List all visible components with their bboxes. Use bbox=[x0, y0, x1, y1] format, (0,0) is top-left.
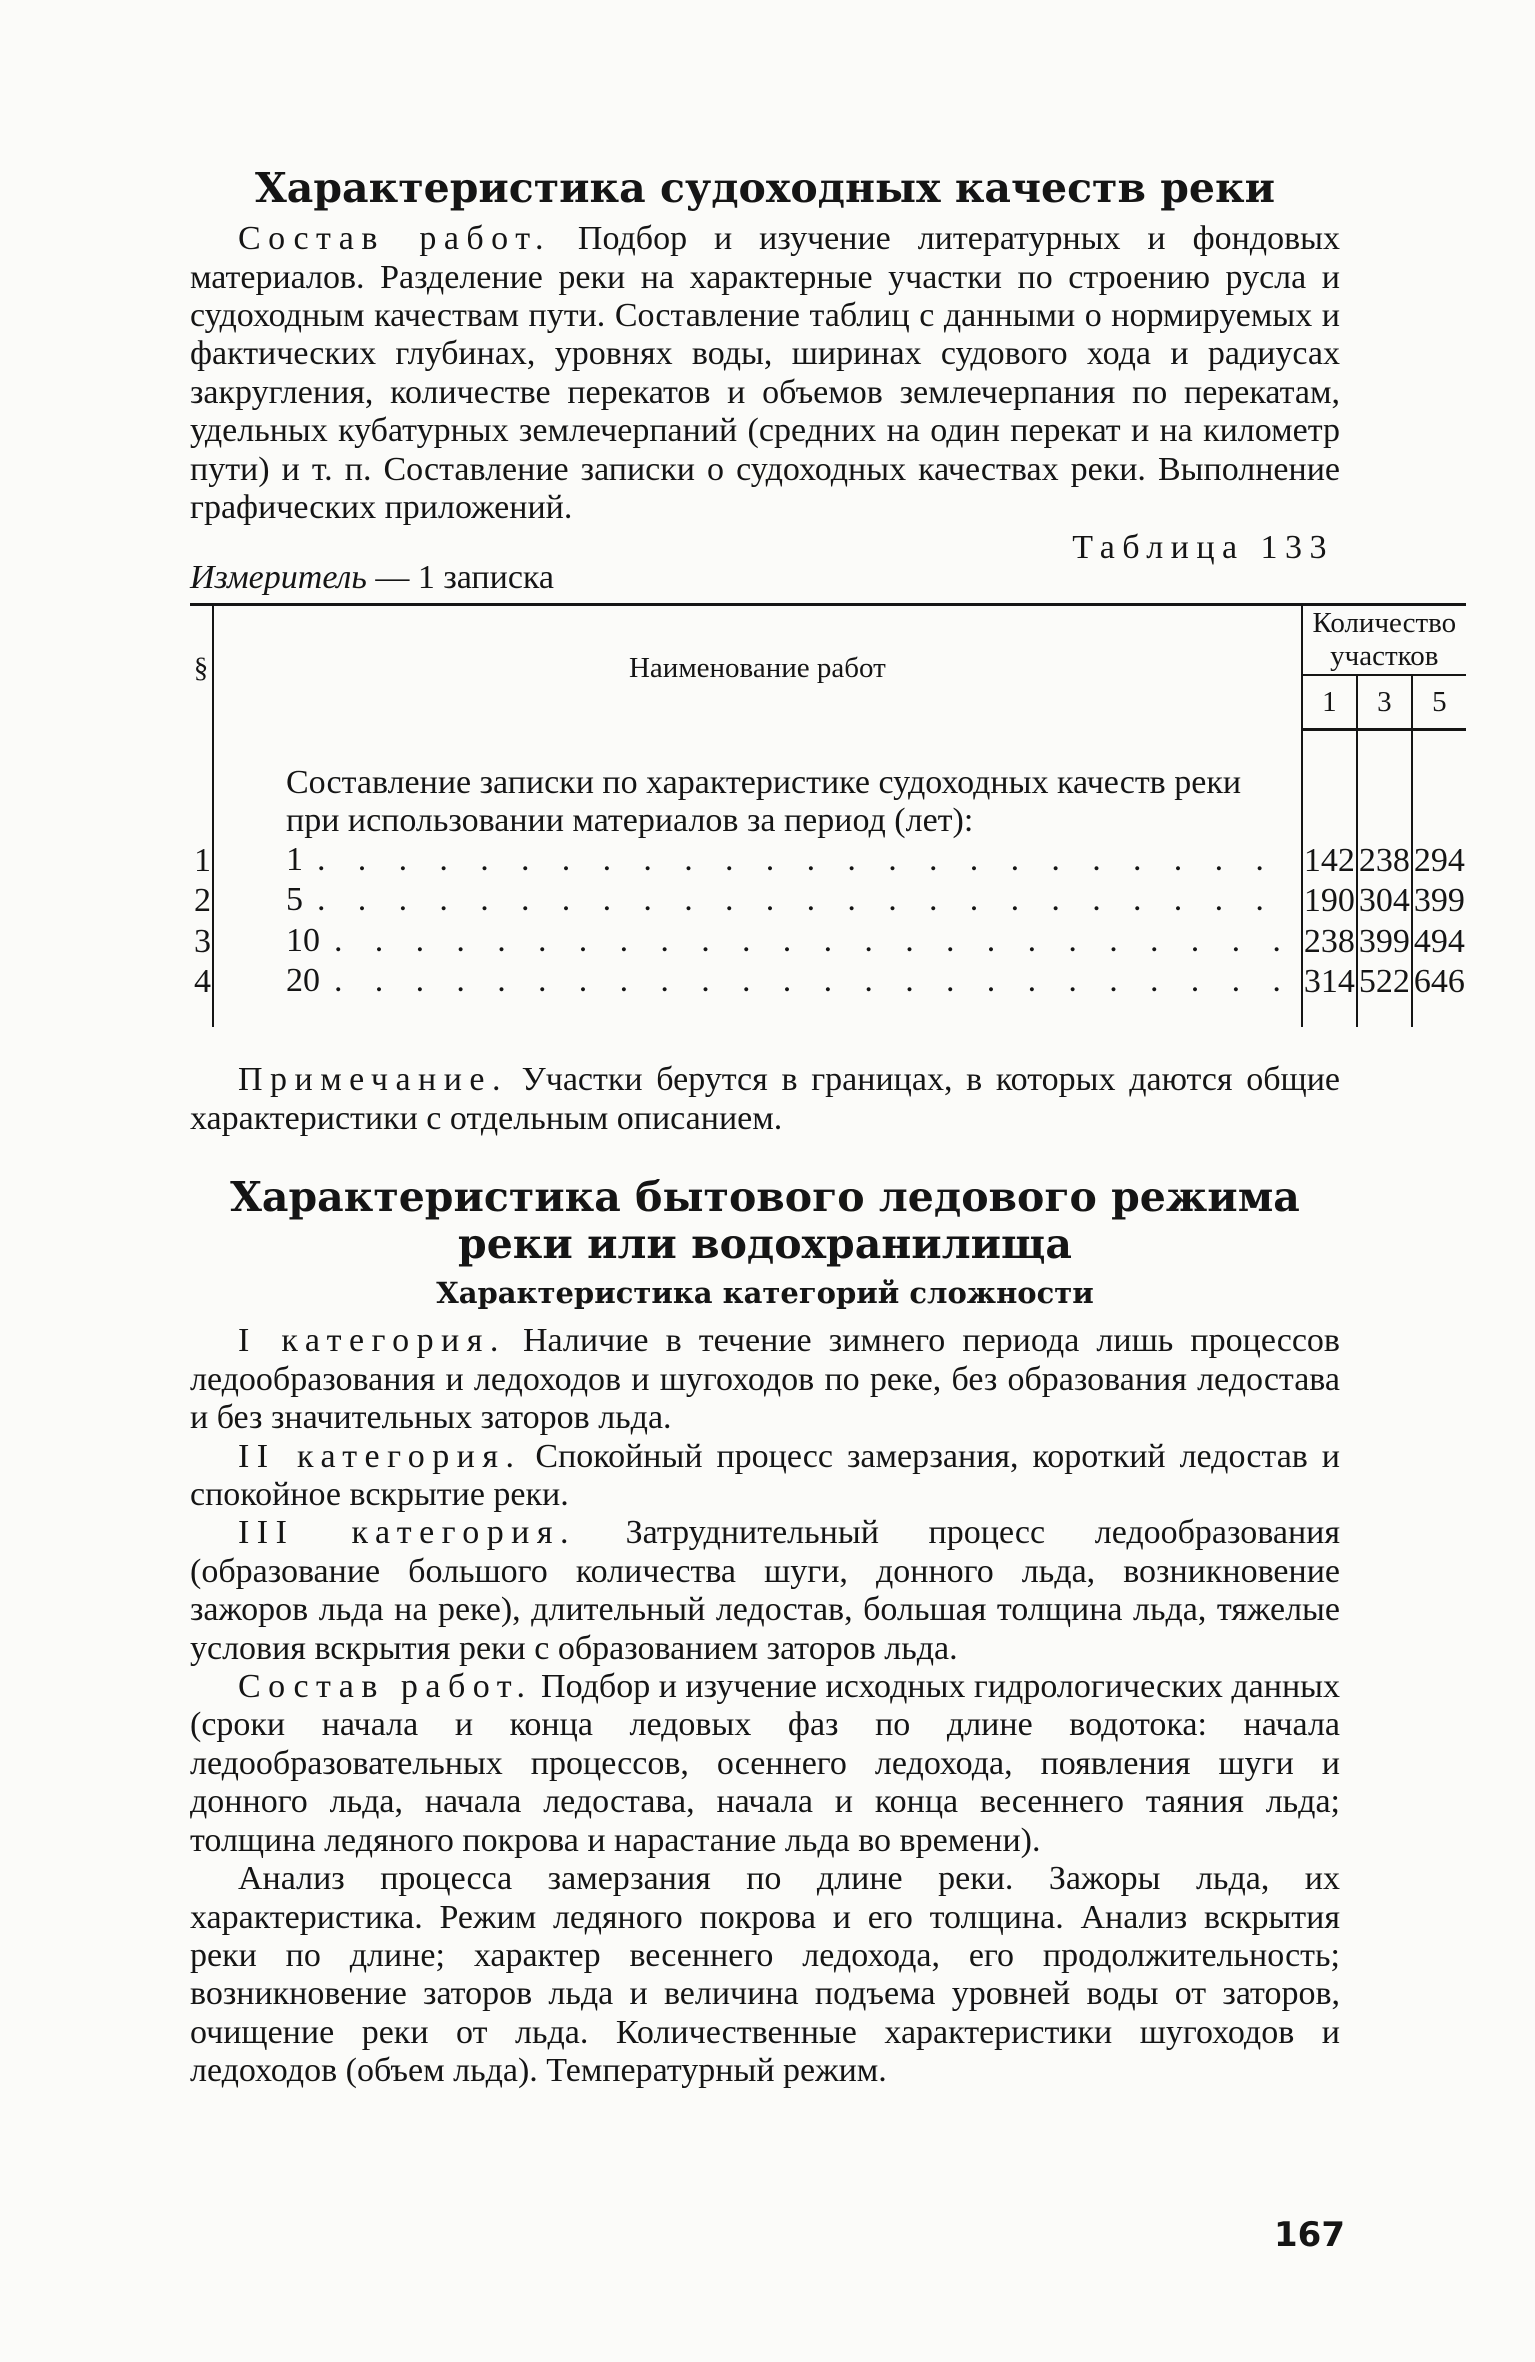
category-2-text: Спокойный процесс замерзания, короткий ледостав и спокойное вскрытие реки. bbox=[190, 1437, 1340, 1514]
table-row: 1 1 . . . . . . . . . . . . . . . . . . . . . . . . 142 238 294 bbox=[190, 841, 1466, 881]
row-value: 399 bbox=[1357, 922, 1412, 962]
category-1-lead: I категория. bbox=[238, 1322, 506, 1360]
row-value: 238 bbox=[1302, 922, 1357, 962]
table-row: 3 10 . . . . . . . . . . . . . . . . . . . . . . . . 238 399 494 bbox=[190, 922, 1466, 962]
row-label: 20 bbox=[286, 961, 320, 999]
row-label: 10 bbox=[286, 921, 320, 959]
note-text: Участки берутся в границах, в которых даются общие характеристики с отдельным описанием. bbox=[190, 1061, 1340, 1137]
category-2-lead: II категория. bbox=[238, 1437, 522, 1475]
row-section: 4 bbox=[190, 962, 213, 1027]
row-value: 142 bbox=[1302, 841, 1357, 881]
table-row bbox=[190, 730, 1466, 841]
col-group-header: Количество участков bbox=[1302, 605, 1466, 676]
analysis-paragraph: Анализ процесса замерзания по длине реки. Зажоры льда, их характеристика. Режим ледяного покрова и его толщина. Анализ вскрытия реки по длине; характер весеннего ледохода, его продолжительность; возникновение заторов льда и величина подъема уровней воды от заторов, очищение реки от льда. Количественные характеристики шугоходов и ледоходов (объем льда). Температурный режим. bbox=[190, 1860, 1340, 2090]
row-value: 304 bbox=[1357, 881, 1412, 921]
row-section: 3 bbox=[190, 922, 213, 962]
section-title-line-1: Характеристика бытового ледового режима bbox=[230, 1173, 1300, 1222]
category-3-text: Затруднительный процесс ледообразования (образование большого количества шуги, донного льда, возникновение зажоров льда на реке), длительный ледостав, большая толщина льда, тяжелые условия вскрытия реки с образованием заторов льда. bbox=[190, 1514, 1340, 1667]
page-number: 167 bbox=[1274, 2215, 1345, 2255]
col-count-1: 1 bbox=[1302, 675, 1357, 730]
row-value: 190 bbox=[1302, 881, 1357, 921]
section-title-line-2: реки или водохранилища bbox=[458, 1220, 1072, 1269]
row-value: 494 bbox=[1413, 922, 1465, 960]
row-label: 5 bbox=[286, 881, 303, 919]
col-name-header: Наименование работ bbox=[213, 605, 1302, 730]
category-1-paragraph bbox=[190, 1322, 1340, 1437]
row-section: 2 bbox=[190, 881, 213, 921]
note-lead: Примечание. bbox=[238, 1061, 508, 1099]
work-composition-paragraph bbox=[190, 220, 1340, 527]
work-composition-lead: Состав работ. bbox=[238, 220, 551, 258]
ice-work-text: Подбор и изучение исходных гидрологических данных (сроки начала и конца ледовых фаз по длине водотока: начала ледообразовательных процессов, осеннего ледохода, появления шуги и донного льда, начала ледостава, начала и конца весеннего таяния льда; толщина ледяного покрова и нарастание льда во времени). bbox=[190, 1668, 1340, 1859]
row-lead-text: Составление записки по характеристике судоходных качеств реки при использовании материалов за период (лет): bbox=[213, 730, 1302, 841]
table-number: Таблица 133 bbox=[1072, 529, 1334, 567]
table-row: 4 20 . . . . . . . . . . . . . . . . . . . . . . . . 314 522 646 bbox=[190, 962, 1466, 1027]
section-title-navigation: Характеристика судоходных качеств реки bbox=[254, 164, 1275, 212]
col-section-header: § bbox=[190, 605, 213, 730]
ice-work-lead: Состав работ. bbox=[238, 1668, 533, 1706]
row-value: 646 bbox=[1413, 962, 1465, 1000]
work-table bbox=[190, 603, 1466, 1027]
row-value: 399 bbox=[1413, 882, 1465, 920]
table-note bbox=[190, 1061, 1340, 1138]
table-caption-row bbox=[190, 527, 1340, 603]
col-count-3: 3 bbox=[1357, 675, 1412, 730]
row-value: 294 bbox=[1413, 841, 1465, 879]
col-count-5: 5 bbox=[1412, 675, 1466, 730]
measurement-unit-label: Измеритель bbox=[190, 559, 367, 597]
table-row: 2 5 . . . . . . . . . . . . . . . . . . . . . . . . 190 304 399 bbox=[190, 881, 1466, 921]
category-3-paragraph bbox=[190, 1514, 1340, 1668]
row-value: 314 bbox=[1302, 962, 1357, 1027]
row-section: 1 bbox=[190, 841, 213, 881]
ice-work-composition-paragraph bbox=[190, 1668, 1340, 1860]
subsection-title: Характеристика категорий сложности bbox=[436, 1276, 1094, 1311]
measurement-unit-value: — 1 записка bbox=[366, 559, 555, 597]
category-1-text: Наличие в течение зимнего периода лишь процессов ледообразования и ледоходов и шугоходов по реке, без образования ледостава и без значительных заторов льда. bbox=[190, 1322, 1340, 1437]
category-3-lead: III категория. bbox=[238, 1514, 576, 1552]
row-value: 238 bbox=[1357, 841, 1412, 881]
work-composition-text: Подбор и изучение литературных и фондовых материалов. Разделение реки на характерные участки по строению русла и судоходным качествам пути. Составление таблиц с данными о нормируемых и фактических глубинах, уровнях воды, ширинах судового хода и радиусах закругления, количестве перекатов и объемов землечерпания по перекатам, удельных кубатурных землечерпаний (средних на один перекат и на километр пути) и т. п. Составление записки о судоходных качествах реки. Выполнение графических приложений. bbox=[190, 220, 1340, 526]
category-2-paragraph bbox=[190, 1438, 1340, 1515]
row-label: 1 bbox=[286, 840, 303, 878]
row-value: 522 bbox=[1357, 962, 1412, 1027]
page-body bbox=[190, 164, 1465, 2091]
measurement-unit bbox=[190, 559, 554, 597]
section-title-ice-regime bbox=[190, 1174, 1340, 1268]
